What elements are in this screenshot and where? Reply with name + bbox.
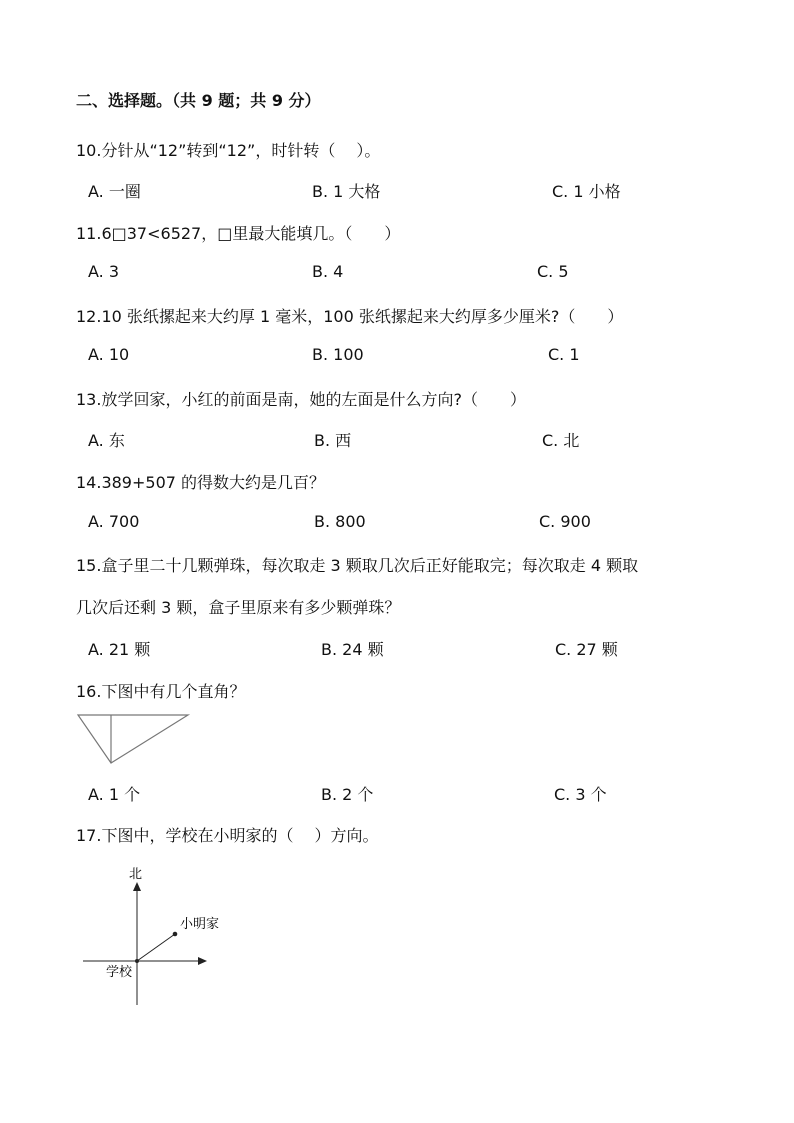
q10-option-c[interactable]: C. 1 小格 bbox=[552, 182, 621, 201]
triangle-figure bbox=[72, 708, 196, 770]
q11-option-a[interactable]: A. 3 bbox=[88, 262, 120, 281]
q16-option-c[interactable]: C. 3 个 bbox=[554, 785, 607, 804]
q12-option-a[interactable]: A. 10 bbox=[88, 345, 130, 364]
school-point bbox=[135, 959, 139, 963]
north-label: 北 bbox=[129, 867, 143, 882]
triangle-outline bbox=[78, 715, 188, 763]
question-15: 15.盒子里二十几颗弹珠，每次取走 3 颗取几次后正好能取完；每次取走 4 颗取 bbox=[76, 556, 639, 575]
q13-option-b[interactable]: B. 西 bbox=[314, 431, 352, 450]
home-label: 小明家 bbox=[180, 917, 220, 932]
section-title: 二、选择题。（共 9 题；共 9 分） bbox=[76, 91, 321, 110]
question-11: 11.6□37<6527，□里最大能填几。（ ） bbox=[76, 224, 401, 243]
q14-option-c[interactable]: C. 900 bbox=[539, 512, 591, 531]
path-line bbox=[137, 934, 175, 961]
q10-option-b[interactable]: B. 1 大格 bbox=[312, 182, 381, 201]
q13-option-a[interactable]: A. 东 bbox=[88, 431, 125, 450]
q12-option-c[interactable]: C. 1 bbox=[548, 345, 580, 364]
school-label: 学校 bbox=[106, 965, 133, 980]
q15-option-c[interactable]: C. 27 颗 bbox=[555, 640, 618, 659]
question-13: 13.放学回家，小红的前面是南，她的左面是什么方向?（ ） bbox=[76, 390, 526, 409]
question-15-line2: 几次后还剩 3 颗，盒子里原来有多少颗弹珠？ bbox=[76, 598, 401, 617]
q16-option-b[interactable]: B. 2 个 bbox=[321, 785, 374, 804]
direction-diagram bbox=[80, 860, 230, 1010]
q14-option-b[interactable]: B. 800 bbox=[314, 512, 366, 531]
north-arrow-icon bbox=[133, 882, 141, 891]
q11-option-c[interactable]: C. 5 bbox=[537, 262, 569, 281]
q10-option-a[interactable]: A. 一圈 bbox=[88, 182, 141, 201]
q14-option-a[interactable]: A. 700 bbox=[88, 512, 140, 531]
question-10: 10.分针从“12”转到“12”，时针转（ ）。 bbox=[76, 141, 381, 160]
q15-option-b[interactable]: B. 24 颗 bbox=[321, 640, 384, 659]
q11-option-b[interactable]: B. 4 bbox=[312, 262, 344, 281]
q12-option-b[interactable]: B. 100 bbox=[312, 345, 364, 364]
question-16: 16.下图中有几个直角？ bbox=[76, 682, 246, 701]
q16-option-a[interactable]: A. 1 个 bbox=[88, 785, 141, 804]
q13-option-c[interactable]: C. 北 bbox=[542, 431, 580, 450]
question-17: 17.下图中，学校在小明家的（ ）方向。 bbox=[76, 826, 379, 845]
q15-option-a[interactable]: A. 21 颗 bbox=[88, 640, 151, 659]
home-point bbox=[173, 932, 178, 937]
question-12: 12.10 张纸摞起来大约厚 1 毫米，100 张纸摞起来大约厚多少厘米?（ ） bbox=[76, 307, 624, 326]
east-arrow-icon bbox=[198, 957, 207, 965]
question-14: 14.389+507 的得数大约是几百？ bbox=[76, 473, 326, 492]
